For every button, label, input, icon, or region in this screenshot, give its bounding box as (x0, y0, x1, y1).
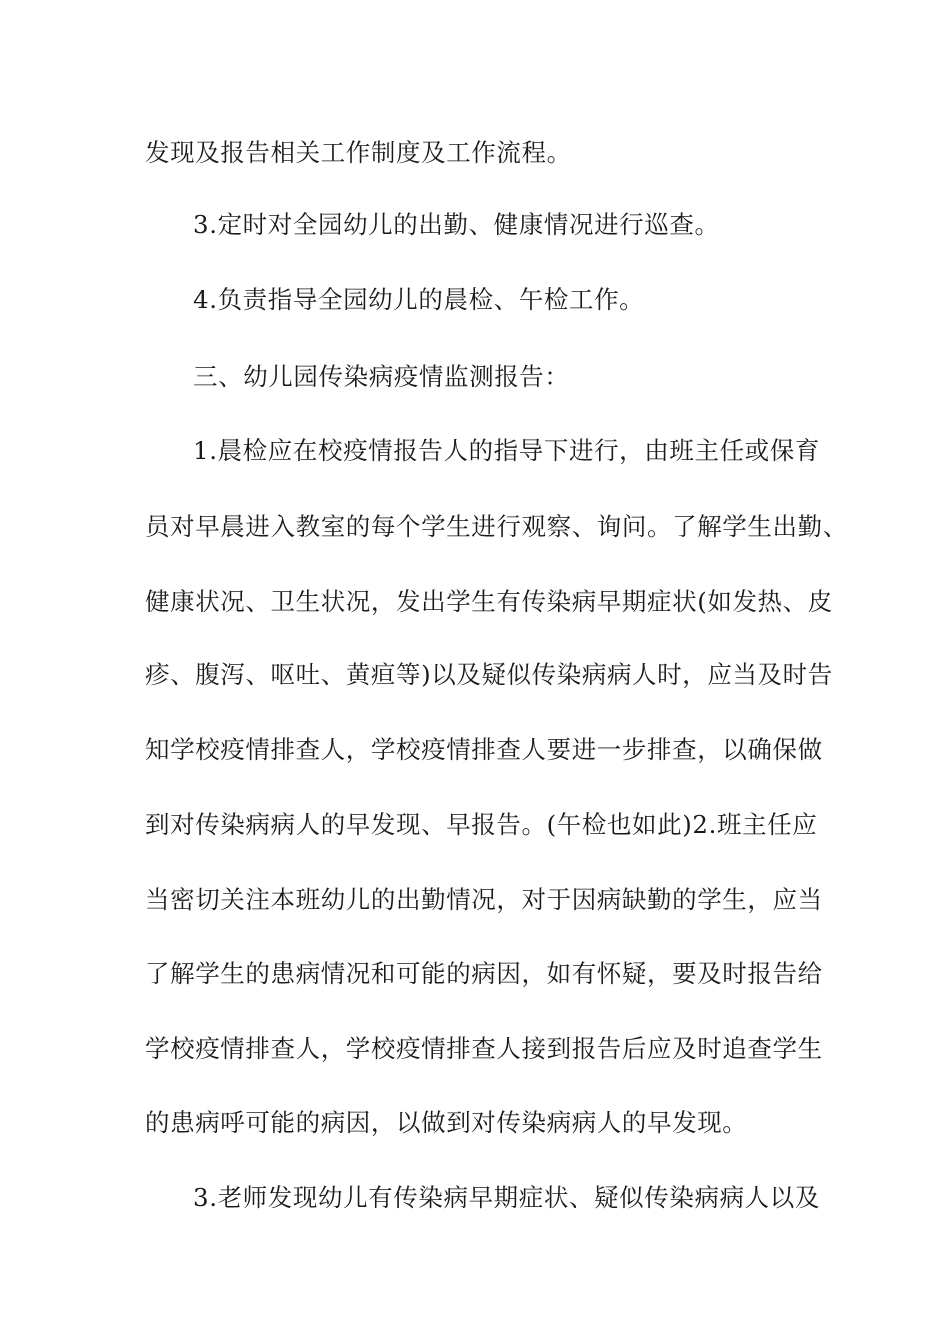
paragraph-line-12: 了解学生的患病情况和可能的病因，如有怀疑，要及时报告给 (145, 959, 823, 988)
paragraph-line-13: 学校疫情排查人，学校疫情排查人接到报告后应及时追查学生 (145, 1034, 823, 1063)
paragraph-line-7: 健康状况、卫生状况，发出学生有传染病早期症状(如发热、皮 (145, 587, 833, 616)
paragraph-line-11: 当密切关注本班幼儿的出勤情况，对于因病缺勤的学生，应当 (145, 885, 823, 914)
section-heading: 三、幼儿园传染病疫情监测报告： (193, 362, 570, 391)
paragraph-line-1: 发现及报告相关工作制度及工作流程。 (145, 138, 572, 167)
paragraph-line-3: 4.负责指导全园幼儿的晨检、午检工作。 (193, 285, 645, 314)
paragraph-line-15: 3.老师发现幼儿有传染病早期症状、疑似传染病病人以及 (193, 1183, 820, 1212)
paragraph-line-9: 知学校疫情排查人，学校疫情排查人要进一步排查，以确保做 (145, 735, 823, 764)
paragraph-line-10: 到对传染病病人的早发现、早报告。(午检也如此)2.班主任应 (145, 810, 818, 839)
paragraph-line-6: 员对早晨进入教室的每个学生进行观察、询问。了解学生出勤、 (145, 512, 848, 541)
paragraph-line-2: 3.定时对全园幼儿的出勤、健康情况进行巡查。 (193, 210, 720, 239)
paragraph-line-5: 1.晨检应在校疫情报告人的指导下进行，由班主任或保育 (193, 436, 820, 465)
paragraph-line-8: 疹、腹泻、呕吐、黄疸等)以及疑似传染病病人时，应当及时告 (145, 660, 833, 689)
paragraph-line-14: 的患病呼可能的病因，以做到对传染病病人的早发现。 (145, 1108, 748, 1137)
